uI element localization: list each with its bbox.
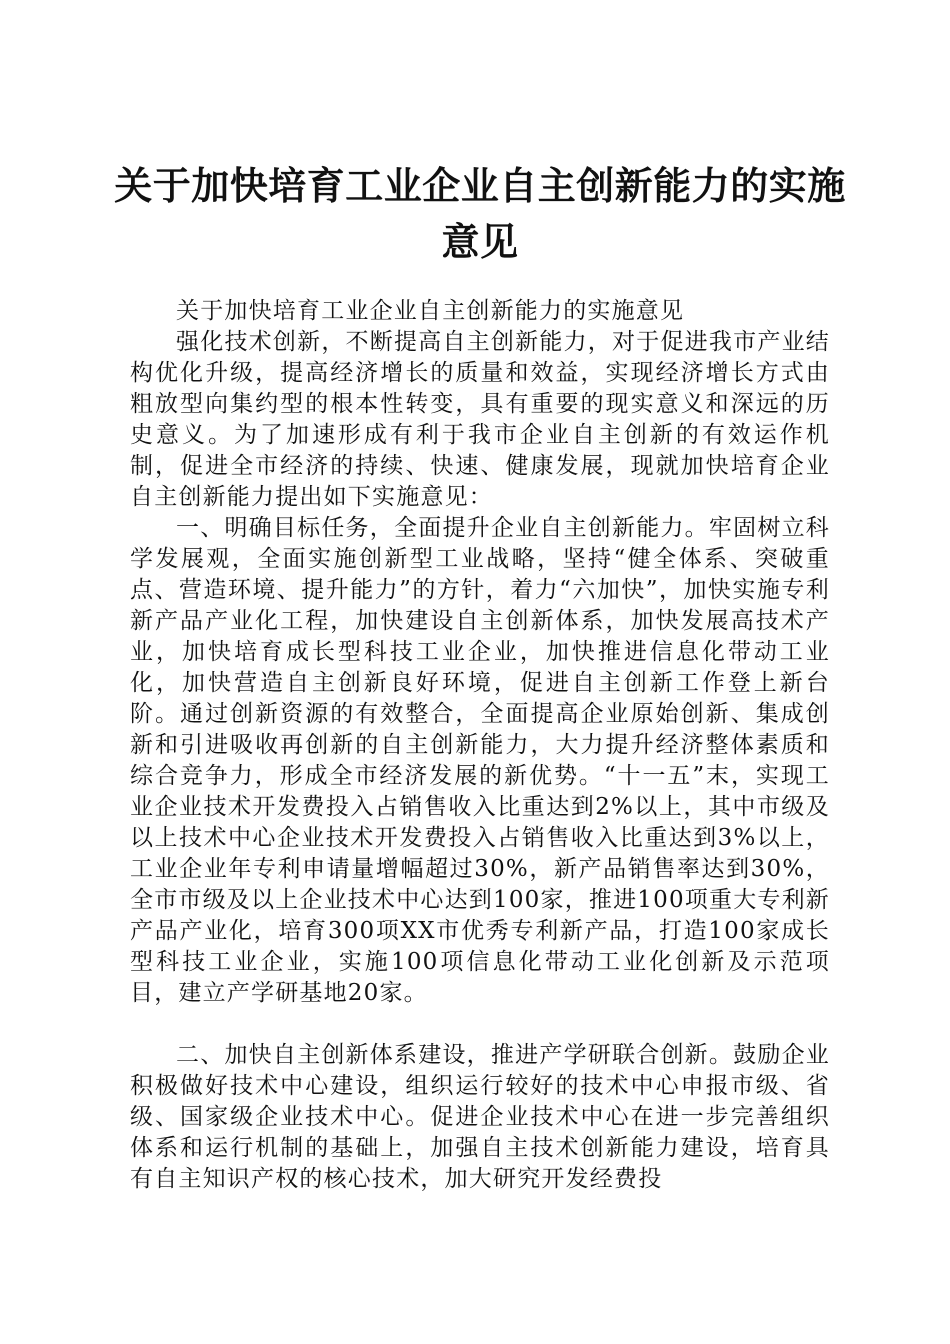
document-body bbox=[130, 296, 830, 1195]
paragraph-section-1: 一、明确目标任务，全面提升企业自主创新能力。牢固树立科学发展观，全面实施创新型工业战略，坚持“健全体系、突破重点、营造环境、提升能力”的方针，着力“六加快”，加快实施专利新产品产业化工程，加快建设自主创新体系，加快发展高技术产业，加快培育成长型科技工业企业，加快推进信息化带动工业化，加快营造自主创新良好环境，促进自主创新工作登上新台阶。通过创新资源的有效整合，全面提高企业原始创新、集成创新和引进吸收再创新的自主创新能力，大力提升经济整体素质和综合竞争力，形成全市经济发展的新优势。“十一五”末，实现工业企业技术开发费投入占销售收入比重达到2%以上，其中市级及以上技术中心企业技术开发费投入占销售收入比重达到3%以上，工业企业年专利申请量增幅超过30%，新产品销售率达到30%，全市市级及以上企业技术中心达到100家，推进100项重大专利新产品产业化，培育300项XX市优秀专利新产品，打造100家成长型科技工业企业，实施100项信息化带动工业化创新及示范项目，建立产学研基地20家。 bbox=[130, 515, 830, 1006]
paragraph-intro: 强化技术创新，不断提高自主创新能力，对于促进我市产业结构优化升级，提高经济增长的质量和效益，实现经济增长方式由粗放型向集约型的根本性转变，具有重要的现实意义和深远的历史意义。为了加速形成有利于我市企业自主创新的有效运作机制，促进全市经济的持续、快速、健康发展，现就加快培育企业自主创新能力提出如下实施意见： bbox=[130, 329, 830, 510]
paragraph-section-2: 二、加快自主创新体系建设，推进产学研联合创新。鼓励企业积极做好技术中心建设，组织运行较好的技术中心申报市级、省级、国家级企业技术中心。促进企业技术中心在进一步完善组织体系和运行机制的基础上，加强自主技术创新能力建设，培育具有自主知识产权的核心技术，加大研究开发经费投 bbox=[130, 1042, 830, 1192]
document-title: 关于加快培育工业企业自主创新能力的实施意见 bbox=[114, 163, 846, 264]
paragraph-subtitle: 关于加快培育工业企业自主创新能力的实施意见 bbox=[176, 298, 685, 324]
